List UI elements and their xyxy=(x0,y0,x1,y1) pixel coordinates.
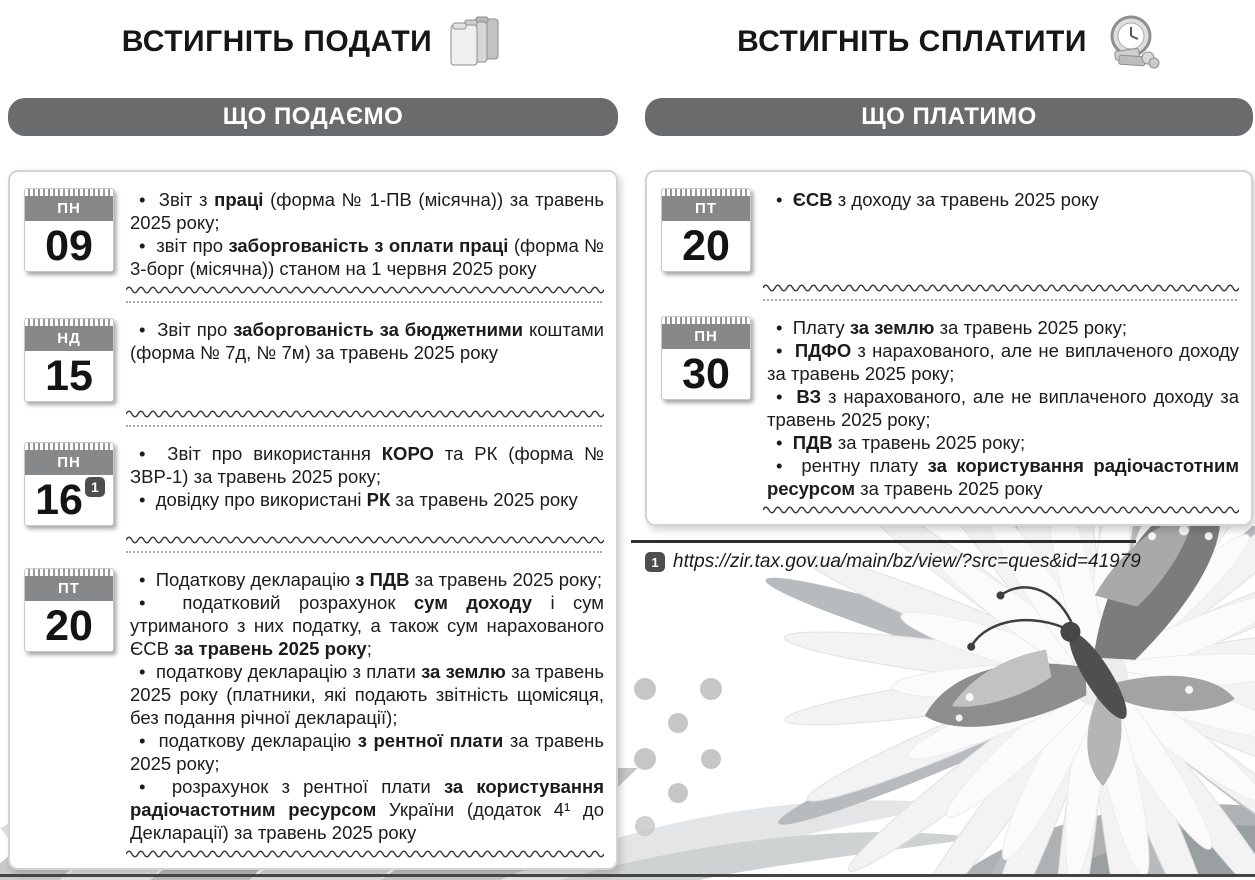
deadline-items xyxy=(130,316,604,404)
page-bottom-rule xyxy=(0,874,1255,877)
calendar-binding-icon xyxy=(665,317,747,324)
deadline-row xyxy=(659,308,1241,502)
list-item: • ЄСВ з доходу за травень 2025 року xyxy=(776,189,1099,210)
calendar-day: ПТ xyxy=(662,196,750,221)
wavy-separator xyxy=(763,283,1239,292)
deadline-items xyxy=(130,440,604,530)
pay-column xyxy=(645,0,1253,573)
submit-header-bar: ЩО ПОДАЄМО xyxy=(8,98,618,136)
calendar-icon xyxy=(661,316,751,400)
dotted-separator xyxy=(126,551,602,553)
deadline-row xyxy=(22,180,606,282)
deadline-row xyxy=(22,560,606,846)
list-item: • Плату за землю за травень 2025 року; xyxy=(776,317,1128,338)
wavy-separator xyxy=(126,849,604,858)
deadline-items xyxy=(130,186,604,280)
pay-header-bar: ЩО ПЛАТИМО xyxy=(645,98,1253,136)
calendar-date: 09 xyxy=(45,221,93,270)
wavy-separator xyxy=(126,409,604,418)
pay-panel xyxy=(645,170,1253,526)
footnote-marker: 1 xyxy=(645,552,665,572)
deadline-row xyxy=(659,180,1241,280)
calendar-day: НД xyxy=(25,326,113,351)
submit-title-row xyxy=(8,0,618,84)
list-item: • Податкову декларацію з ПДВ за травень 2025 року; xyxy=(139,569,603,590)
list-item: • розрахунок з рентної плати за користування радіочастотним ресурсом України (додаток 4¹ до Декларації) за травень 2025 року xyxy=(130,776,604,843)
calendar-day: ПТ xyxy=(25,576,113,601)
footnote-rule xyxy=(631,540,1136,543)
list-item: • податкову декларацію з плати за землю за травень 2025 року (платники, які подають звітність щомісяця, без подання річної декларації); xyxy=(130,661,604,728)
deadline-row xyxy=(22,310,606,406)
calendar-icon xyxy=(24,318,114,402)
deadline-row xyxy=(22,434,606,532)
list-item: • рентну плату за користування радіочастотним ресурсом за травень 2025 року xyxy=(767,455,1240,499)
footnote-ref-badge: 1 xyxy=(85,477,105,497)
calendar-binding-icon xyxy=(28,189,110,196)
list-item: • ВЗ з нарахованого, але не виплаченого доходу за травень 2025 року; xyxy=(767,386,1239,430)
list-item: • довідку про використані РК за травень 2025 року xyxy=(139,489,578,510)
calendar-day: ПН xyxy=(25,450,113,475)
calendar-date: 15 xyxy=(45,351,93,400)
folders-icon xyxy=(446,16,504,68)
calendar-icon xyxy=(24,188,114,272)
list-item: • ПДФО з нарахованого, але не виплаченого доходу за травень 2025 року; xyxy=(767,340,1239,384)
calendar-binding-icon xyxy=(28,569,110,576)
calendar-icon xyxy=(661,188,751,272)
calendar-icon xyxy=(24,568,114,652)
calendar-icon xyxy=(24,442,114,526)
calendar-binding-icon xyxy=(665,189,747,196)
clock-money-icon xyxy=(1101,14,1161,70)
footnote-url[interactable]: https://zir.tax.gov.ua/main/bz/view/?src=ques&id=41979 xyxy=(673,551,1141,572)
submit-column xyxy=(8,0,618,870)
deadline-items xyxy=(130,566,604,844)
flower-butterfly-decoration xyxy=(628,526,1255,876)
pay-title-row xyxy=(645,0,1253,84)
calendar-date: 30 xyxy=(682,349,730,398)
wavy-separator xyxy=(763,505,1239,514)
list-item: • ПДВ за травень 2025 року; xyxy=(776,432,1026,453)
dotted-separator xyxy=(126,301,602,303)
pay-title: ВСТИГНІТЬ СПЛАТИТИ xyxy=(737,25,1087,58)
list-item: • податкову декларацію з рентної плати за травень 2025 року; xyxy=(130,730,604,774)
calendar-day: ПН xyxy=(25,196,113,221)
calendar-day: ПН xyxy=(662,324,750,349)
calendar-date: 20 xyxy=(682,221,730,270)
deadline-items xyxy=(767,186,1239,278)
wavy-separator xyxy=(126,535,604,544)
dotted-separator xyxy=(763,299,1237,301)
list-item: • податковий розрахунок сум доходу і сум утриманого з них податку, а також сум нарахованого ЄСВ за травень 2025 року; xyxy=(130,592,605,659)
submit-panel xyxy=(8,170,618,870)
list-item: • Звіт про використання КОРО та РК (форма № ЗВР-1) за травень 2025 року; xyxy=(130,443,604,487)
dotted-separator xyxy=(126,425,602,427)
list-item: • Звіт про заборгованість за бюджетними коштами (форма № 7д, № 7м) за травень 2025 року xyxy=(130,319,604,363)
footnote xyxy=(645,540,1253,573)
deadline-items xyxy=(767,314,1239,500)
calendar-date: 16 1 xyxy=(25,475,113,525)
calendar-date: 20 xyxy=(45,601,93,650)
calendar-binding-icon xyxy=(28,443,110,450)
list-item: • звіт про заборгованість з оплати праці (форма № 3-борг (місячна)) станом на 1 червня 2025 року xyxy=(130,235,605,279)
calendar-binding-icon xyxy=(28,319,110,326)
submit-title: ВСТИГНІТЬ ПОДАТИ xyxy=(121,25,433,58)
wavy-separator xyxy=(126,285,604,294)
list-item: • Звіт з праці (форма № 1-ПВ (місячна)) за травень 2025 року; xyxy=(130,189,605,233)
